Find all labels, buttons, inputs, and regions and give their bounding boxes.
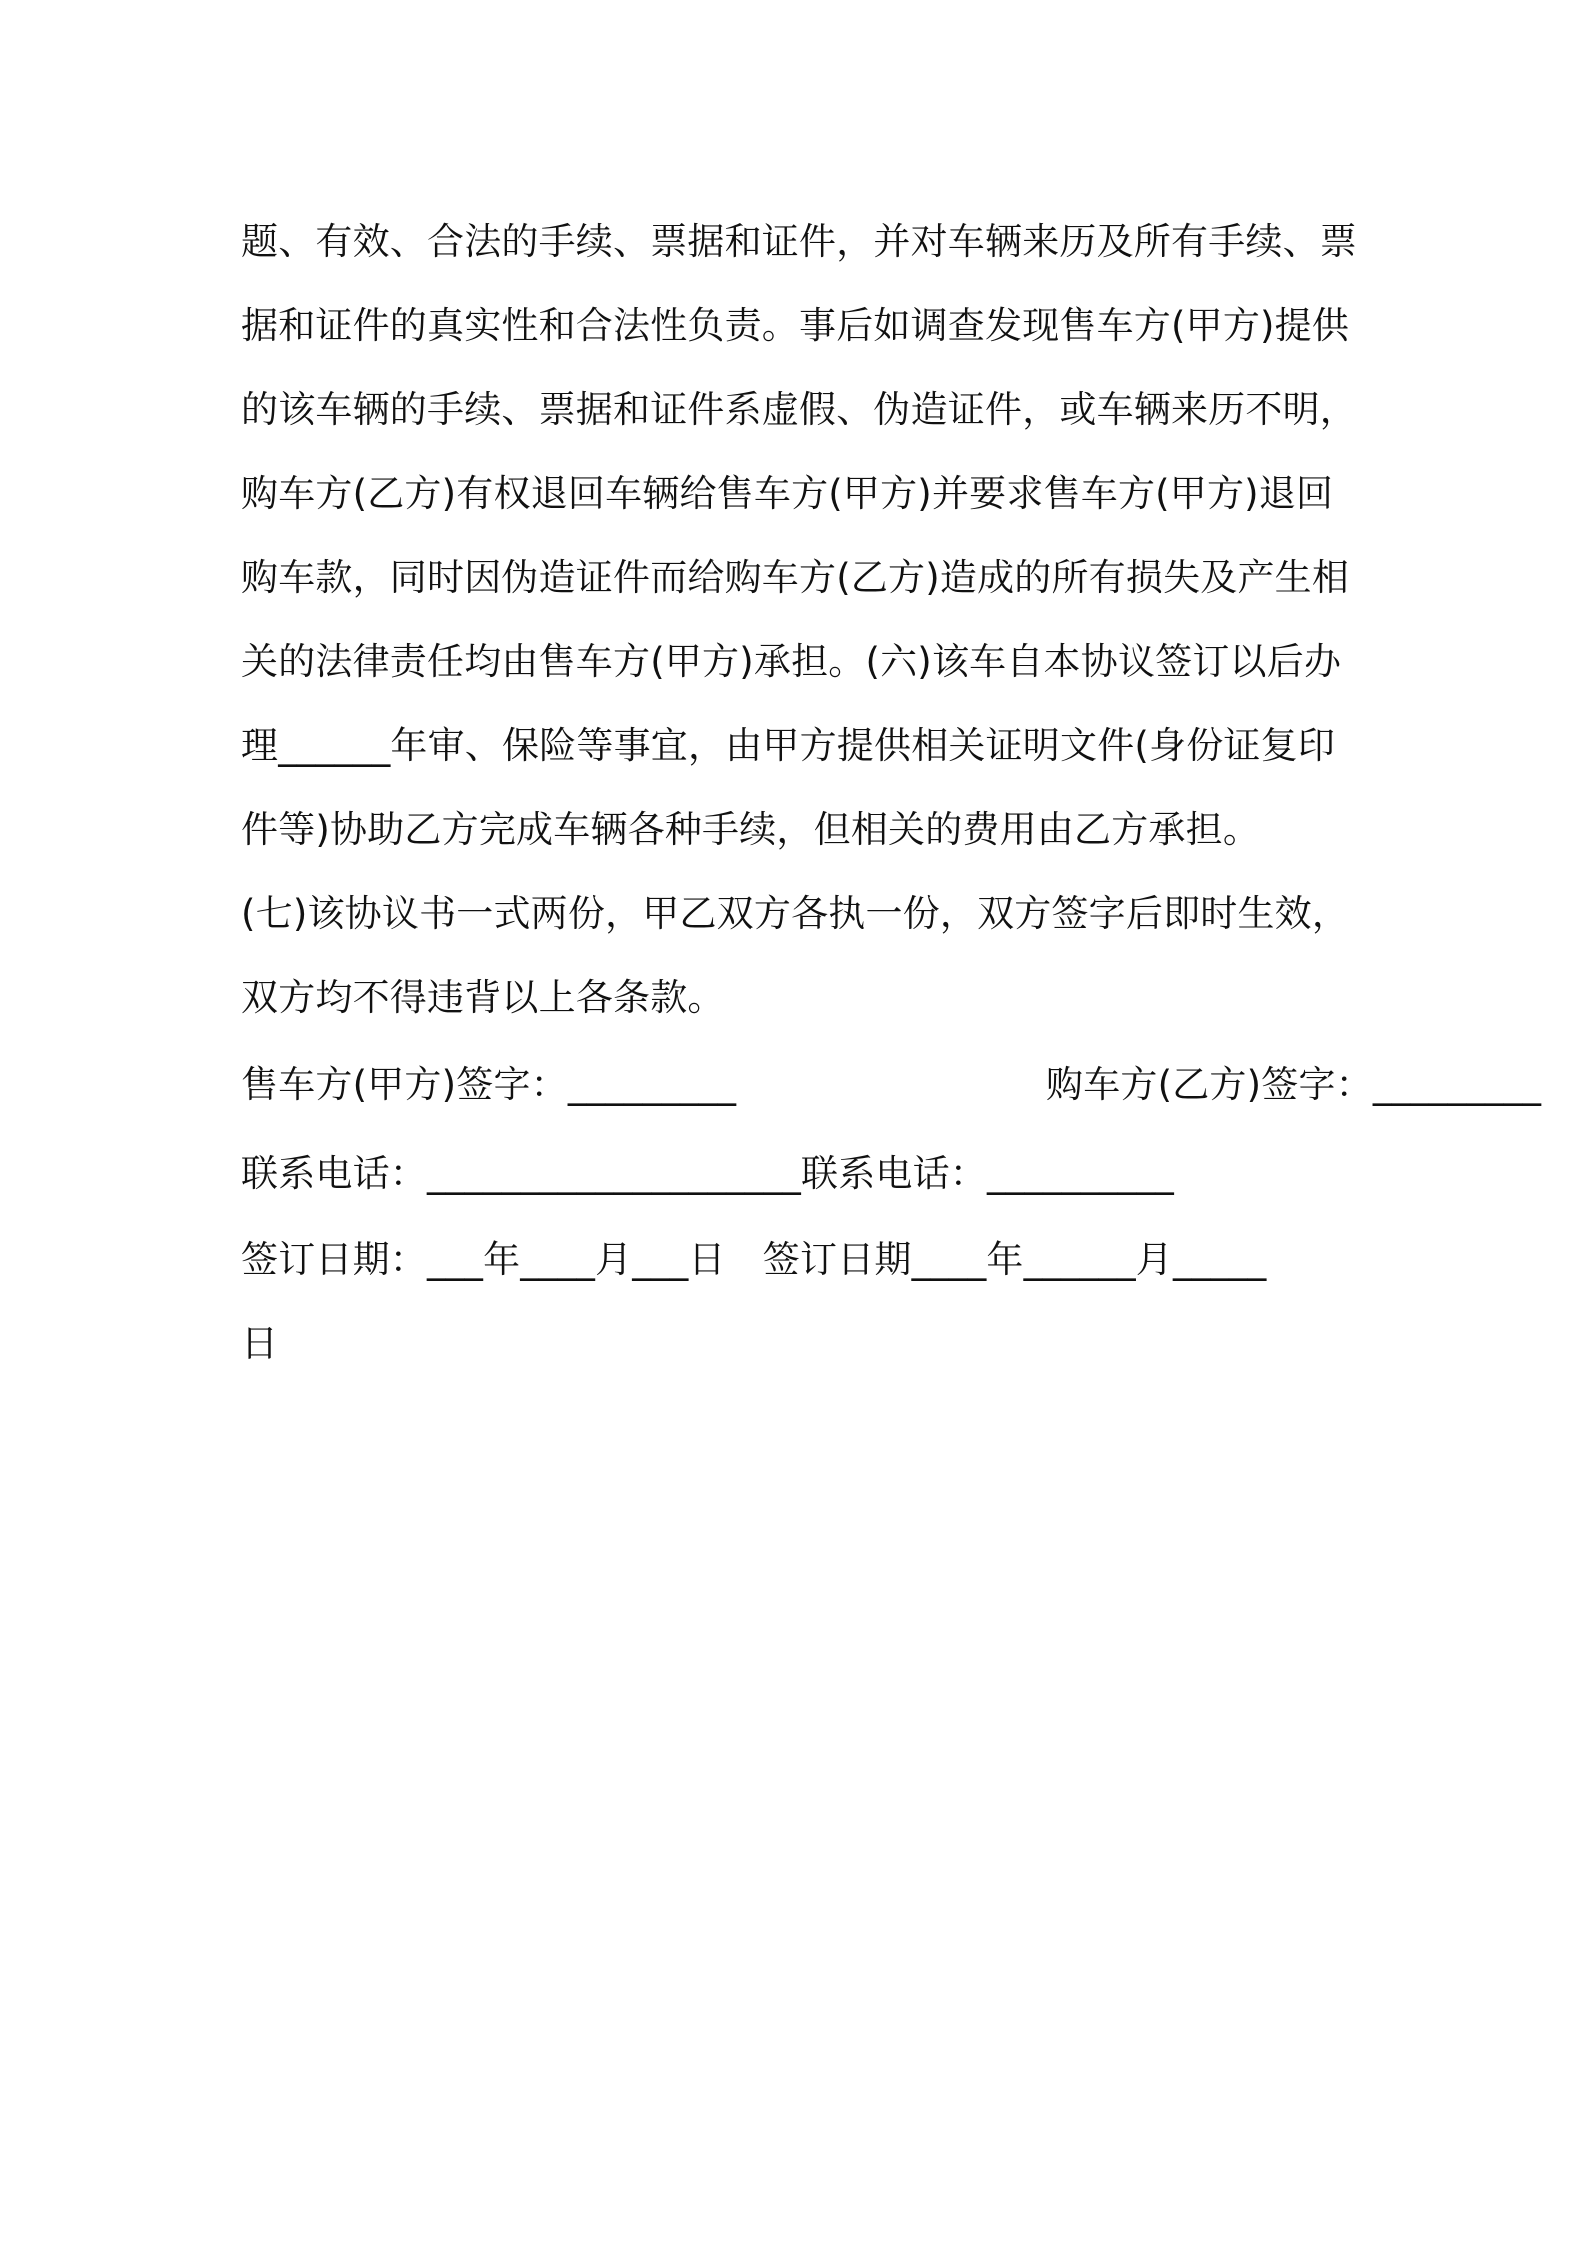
body-line-8: 件等)协助乙方完成车辆各种手续，但相关的费用由乙方承担。 bbox=[241, 808, 1261, 851]
buyer-signature-field: 购车方(乙方)签字：_________ bbox=[1046, 1063, 1542, 1106]
body-line-6: 关的法律责任均由售车方(甲方)承担。(六)该车自本协议签订以后办 bbox=[241, 640, 1342, 683]
body-line-7: 理______年审、保险等事宜，由甲方提供相关证明文件(身份证复印 bbox=[241, 724, 1336, 767]
body-line-3: 的该车辆的手续、票据和证件系虚假、伪造证件，或车辆来历不明， bbox=[241, 388, 1357, 431]
seller-signature-field: 售车方(甲方)签字：_________ bbox=[241, 1063, 737, 1106]
body-line-10: 双方均不得违背以上各条款。 bbox=[241, 976, 725, 1019]
body-line-5: 购车款，同时因伪造证件而给购车方(乙方)造成的所有损失及产生相 bbox=[241, 556, 1350, 599]
sign-date-line: 签订日期：___年____月___日 签订日期____年______月_____ bbox=[241, 1238, 1267, 1281]
agreement-text bbox=[241, 200, 1542, 1386]
body-line-9: (七)该协议书一式两份，甲乙双方各执一份，双方签字后即时生效， bbox=[241, 892, 1350, 935]
contact-phone-line: 联系电话：____________________联系电话：__________ bbox=[241, 1152, 1174, 1195]
body-line-1: 题、有效、合法的手续、票据和证件，并对车辆来历及所有手续、票 bbox=[241, 220, 1357, 263]
body-line-4: 购车方(乙方)有权退回车辆给售车方(甲方)并要求售车方(甲方)退回 bbox=[241, 472, 1334, 515]
sign-date-line-end: 日 bbox=[241, 1322, 279, 1365]
signature-line bbox=[241, 1040, 1542, 1129]
body-line-2: 据和证件的真实性和合法性负责。事后如调查发现售车方(甲方)提供 bbox=[241, 304, 1350, 347]
